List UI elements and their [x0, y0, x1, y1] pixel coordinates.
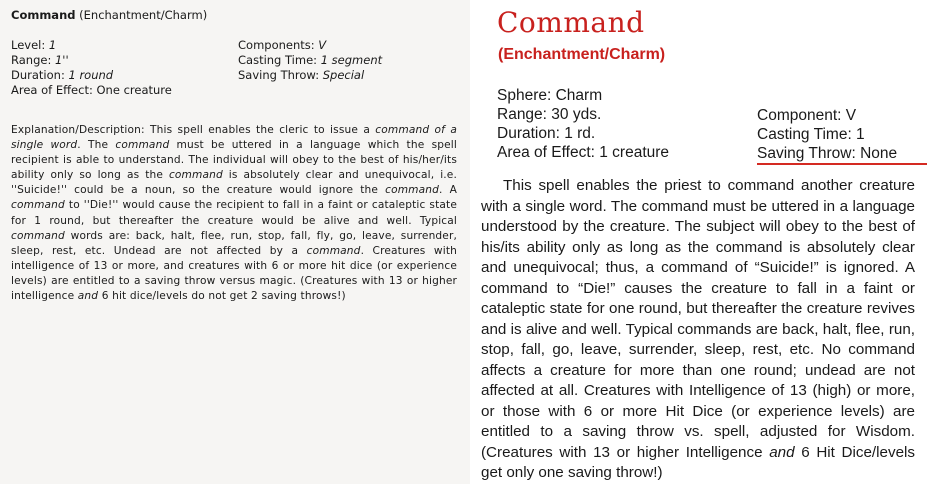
stat-casting-time: Casting Time: 1 — [757, 126, 865, 143]
stat-area — [11, 83, 172, 98]
desc-emphasis: and — [77, 290, 99, 303]
desc-text: to ''Die!'' would cause the recipient to fall in a faint or cataleptic state for 1 round, but thereafter the creature would be alive and well. Typical — [11, 199, 457, 227]
stat-divider-rule — [757, 163, 927, 165]
desc-text: 6 Hit Dice/levels get only one saving throw!) — [481, 443, 915, 481]
desc-emphasis: command of a single word — [11, 124, 457, 152]
stat-label: Range: — [11, 53, 52, 67]
stat-sphere: Sphere: Charm — [497, 87, 603, 104]
stat-column-right — [757, 106, 897, 163]
stat-column-right — [238, 38, 382, 83]
desc-emphasis: command — [306, 244, 361, 257]
stat-label: Duration: — [11, 68, 65, 82]
spell-stat-block — [11, 38, 457, 108]
spell-school: (Enchantment/Charm) — [498, 46, 666, 63]
stat-saving-throw: Saving Throw: None — [757, 145, 898, 162]
stat-value: 1'' — [54, 53, 69, 67]
stat-column-left — [11, 38, 172, 98]
spell-title: Command — [497, 6, 645, 39]
stat-label: Saving Throw: — [238, 68, 320, 82]
stat-range — [11, 53, 172, 68]
stat-saving-throw — [238, 68, 382, 83]
spell-stat-block — [497, 86, 927, 166]
spell-heading — [11, 8, 457, 23]
desc-text: words are: back, halt, flee, run, stop, fall, fly, go, leave, surrender, sleep, rest, etc. Undead are not affected by a — [11, 229, 457, 257]
desc-text: This spell enables the priest to command another creature with a single word. The command must be uttered in a language understood by the creature. The subject will obey to the best of his/its ability only as long as the command is absolutely clear and unequivocal; thus, a command of “Suicide!” is ignored. A command to “Die!” causes the creature to fall in a faint or cataleptic state for one round, but thereafter the creature revives and is alive and well. Typical commands are back, halt, flee, run, stop, fall, go, leave, surrender, sleep, rest, etc. No command affects a creature for more than one round; undead are not affected at all. Creatures with Intelligence of 13 (high) or more, or those with 6 or more Hit Dice (or experience levels) are entitled to a saving throw vs. spell, adjusted for Wisdom. (Creatures with 13 or higher Intelligence — [481, 177, 915, 461]
spell-school: (Enchantment/Charm) — [79, 8, 208, 22]
stat-duration: Duration: 1 rd. — [497, 125, 596, 142]
desc-text: Explanation/Description: This spell enables the cleric to issue a — [11, 124, 376, 136]
stat-value: 1 segment — [320, 53, 383, 67]
desc-emphasis: command — [385, 184, 440, 197]
stat-casting-time — [238, 53, 382, 68]
desc-emphasis: and — [769, 443, 795, 461]
stat-column-left — [497, 86, 669, 162]
stat-value: V — [318, 38, 327, 52]
stat-label: Casting Time: — [238, 53, 318, 67]
stat-value: Special — [322, 68, 365, 82]
spell-description — [11, 123, 457, 304]
second-edition-page — [470, 0, 927, 484]
stat-label: Components: — [238, 38, 315, 52]
stat-components — [238, 38, 382, 53]
stat-label: Area of Effect: — [11, 83, 93, 97]
first-edition-entry — [11, 8, 457, 303]
desc-emphasis: command — [11, 229, 65, 242]
desc-text: . A — [439, 184, 457, 197]
stat-label: Level: — [11, 38, 46, 52]
desc-text: 6 hit dice/levels do not get 2 saving throws!) — [98, 290, 346, 303]
desc-text: . The — [77, 139, 116, 152]
stat-value: 1 — [48, 38, 57, 52]
desc-text: must be uttered in a language which the spell recipient is able to understand. The individual will obey to the best of his/her/its ability only so long as the — [11, 139, 457, 182]
stat-value: One creature — [96, 83, 172, 97]
desc-emphasis: command — [115, 139, 170, 152]
desc-text: . Creatures with intelligence of 13 or more, and creatures with 6 or more hit dice (or experience levels) are entitled to a saving throw versus magic. (Creatures with 13 or higher intelligence — [11, 244, 457, 303]
stat-value: 1 round — [68, 68, 114, 82]
desc-emphasis: command — [168, 169, 223, 182]
desc-emphasis: command — [11, 199, 65, 212]
stat-duration — [11, 68, 172, 83]
spell-description — [481, 176, 915, 484]
stat-range: Range: 30 yds. — [497, 106, 602, 123]
desc-text: is absolutely clear and unequivocal, i.e. ''Suicide!'' could be a noun, so the creature would ignore the — [11, 169, 457, 197]
stat-level — [11, 38, 172, 53]
spell-name: Command — [11, 8, 76, 22]
stat-component: Component: V — [757, 107, 857, 124]
stat-area: Area of Effect: 1 creature — [497, 144, 670, 161]
